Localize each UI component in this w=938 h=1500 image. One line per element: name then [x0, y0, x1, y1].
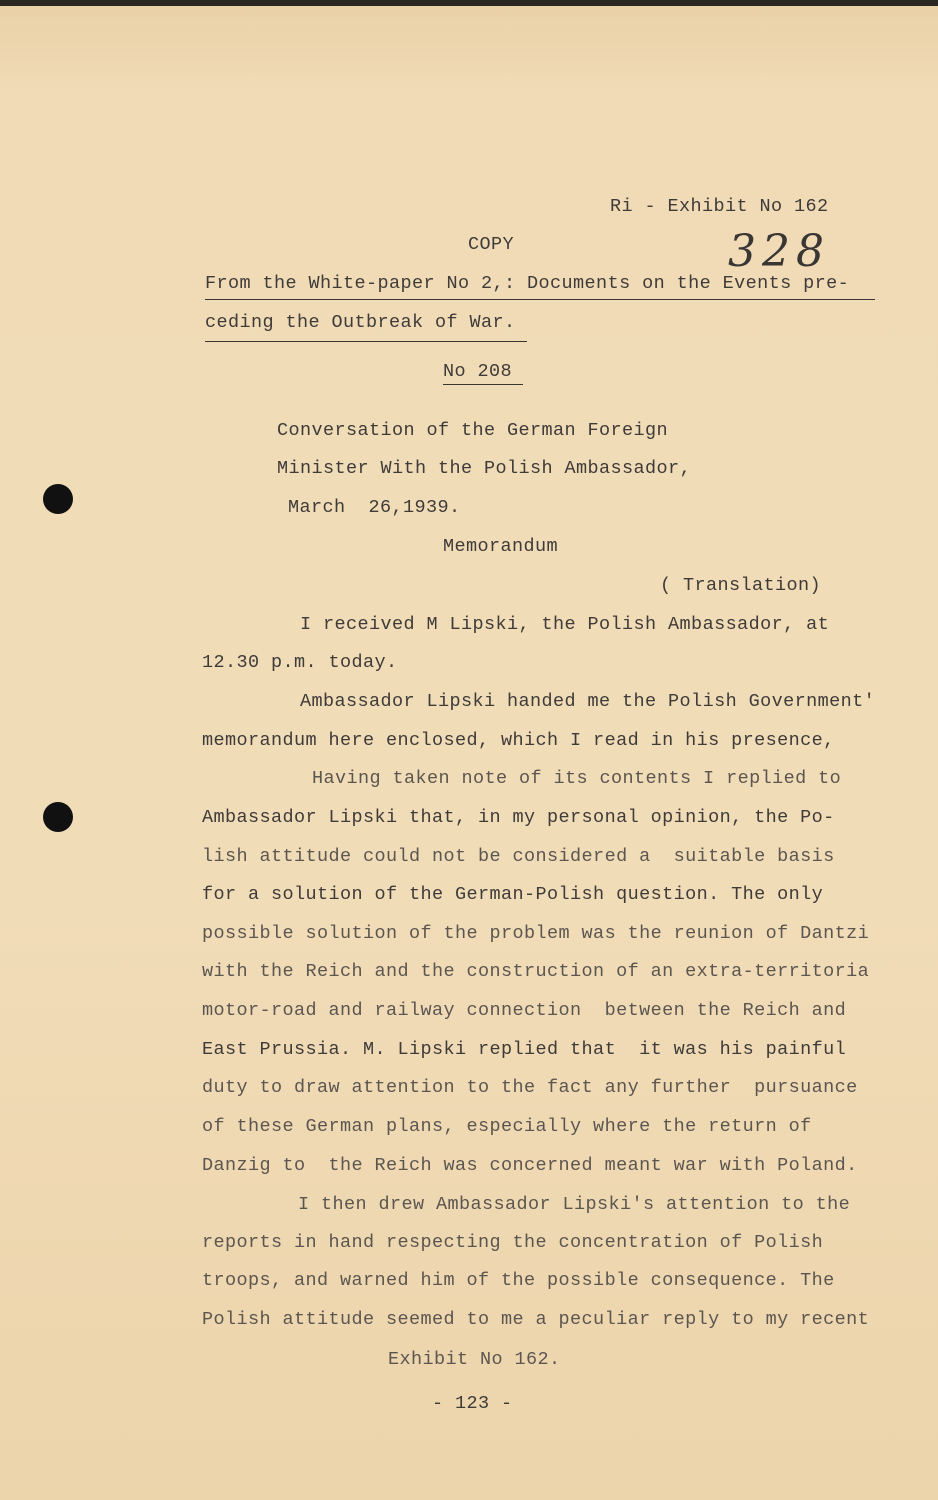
memorandum-heading: Memorandum: [443, 536, 559, 557]
source-underline-1: [205, 299, 875, 300]
translation-note: ( Translation): [660, 575, 822, 596]
body-line: 12.30 p.m. today.: [202, 652, 398, 673]
body-line: Danzig to the Reich was concerned meant war with Poland.: [202, 1155, 858, 1176]
body-line: I then drew Ambassador Lipski's attention to the: [298, 1194, 851, 1215]
document-number: No 208: [443, 361, 513, 382]
document-number-underline: [443, 384, 523, 385]
body-line: Ambassador Lipski that, in my personal opinion, the Po-: [202, 807, 835, 828]
body-line: Polish attitude seemed to me a peculiar reply to my recent: [202, 1309, 870, 1330]
scan-top-edge: [0, 0, 938, 6]
footer-exhibit: Exhibit No 162.: [388, 1349, 561, 1370]
body-line: Having taken note of its contents I replied to: [312, 768, 842, 789]
title-date: March 26,1939.: [288, 497, 461, 518]
body-line: troops, and warned him of the possible consequence. The: [202, 1270, 835, 1291]
title-line-1: Conversation of the German Foreign: [277, 420, 669, 441]
body-line: for a solution of the German-Polish question. The only: [202, 884, 824, 905]
body-line: reports in hand respecting the concentration of Polish: [202, 1232, 824, 1253]
punch-hole-top: [43, 484, 73, 514]
body-line: motor-road and railway connection between the Reich and: [202, 1000, 847, 1021]
copy-label: COPY: [468, 234, 515, 255]
body-line: of these German plans, especially where the return of: [202, 1116, 812, 1137]
body-line: I received M Lipski, the Polish Ambassador, at: [300, 614, 830, 635]
body-line: East Prussia. M. Lipski replied that it was his painful: [202, 1039, 847, 1060]
title-line-2: Minister With the Polish Ambassador,: [277, 458, 692, 479]
page-number: - 123 -: [432, 1393, 513, 1414]
punch-hole-bottom: [43, 802, 73, 832]
body-line: with the Reich and the construction of an extra-territoria: [202, 961, 870, 982]
source-underline-2: [205, 341, 527, 342]
exhibit-label: Ri - Exhibit No 162: [610, 196, 829, 217]
body-line: duty to draw attention to the fact any further pursuance: [202, 1077, 858, 1098]
source-line-2: ceding the Outbreak of War.: [205, 312, 516, 333]
handwritten-page-number: 328: [728, 226, 830, 277]
body-line: memorandum here enclosed, which I read in his presence,: [202, 730, 835, 751]
body-line: lish attitude could not be considered a suitable basis: [202, 846, 835, 867]
source-line-1: From the White-paper No 2,: Documents on the Events pre-: [205, 273, 850, 294]
body-line: Ambassador Lipski handed me the Polish Government': [300, 691, 876, 712]
body-line: possible solution of the problem was the reunion of Dantzi: [202, 923, 870, 944]
